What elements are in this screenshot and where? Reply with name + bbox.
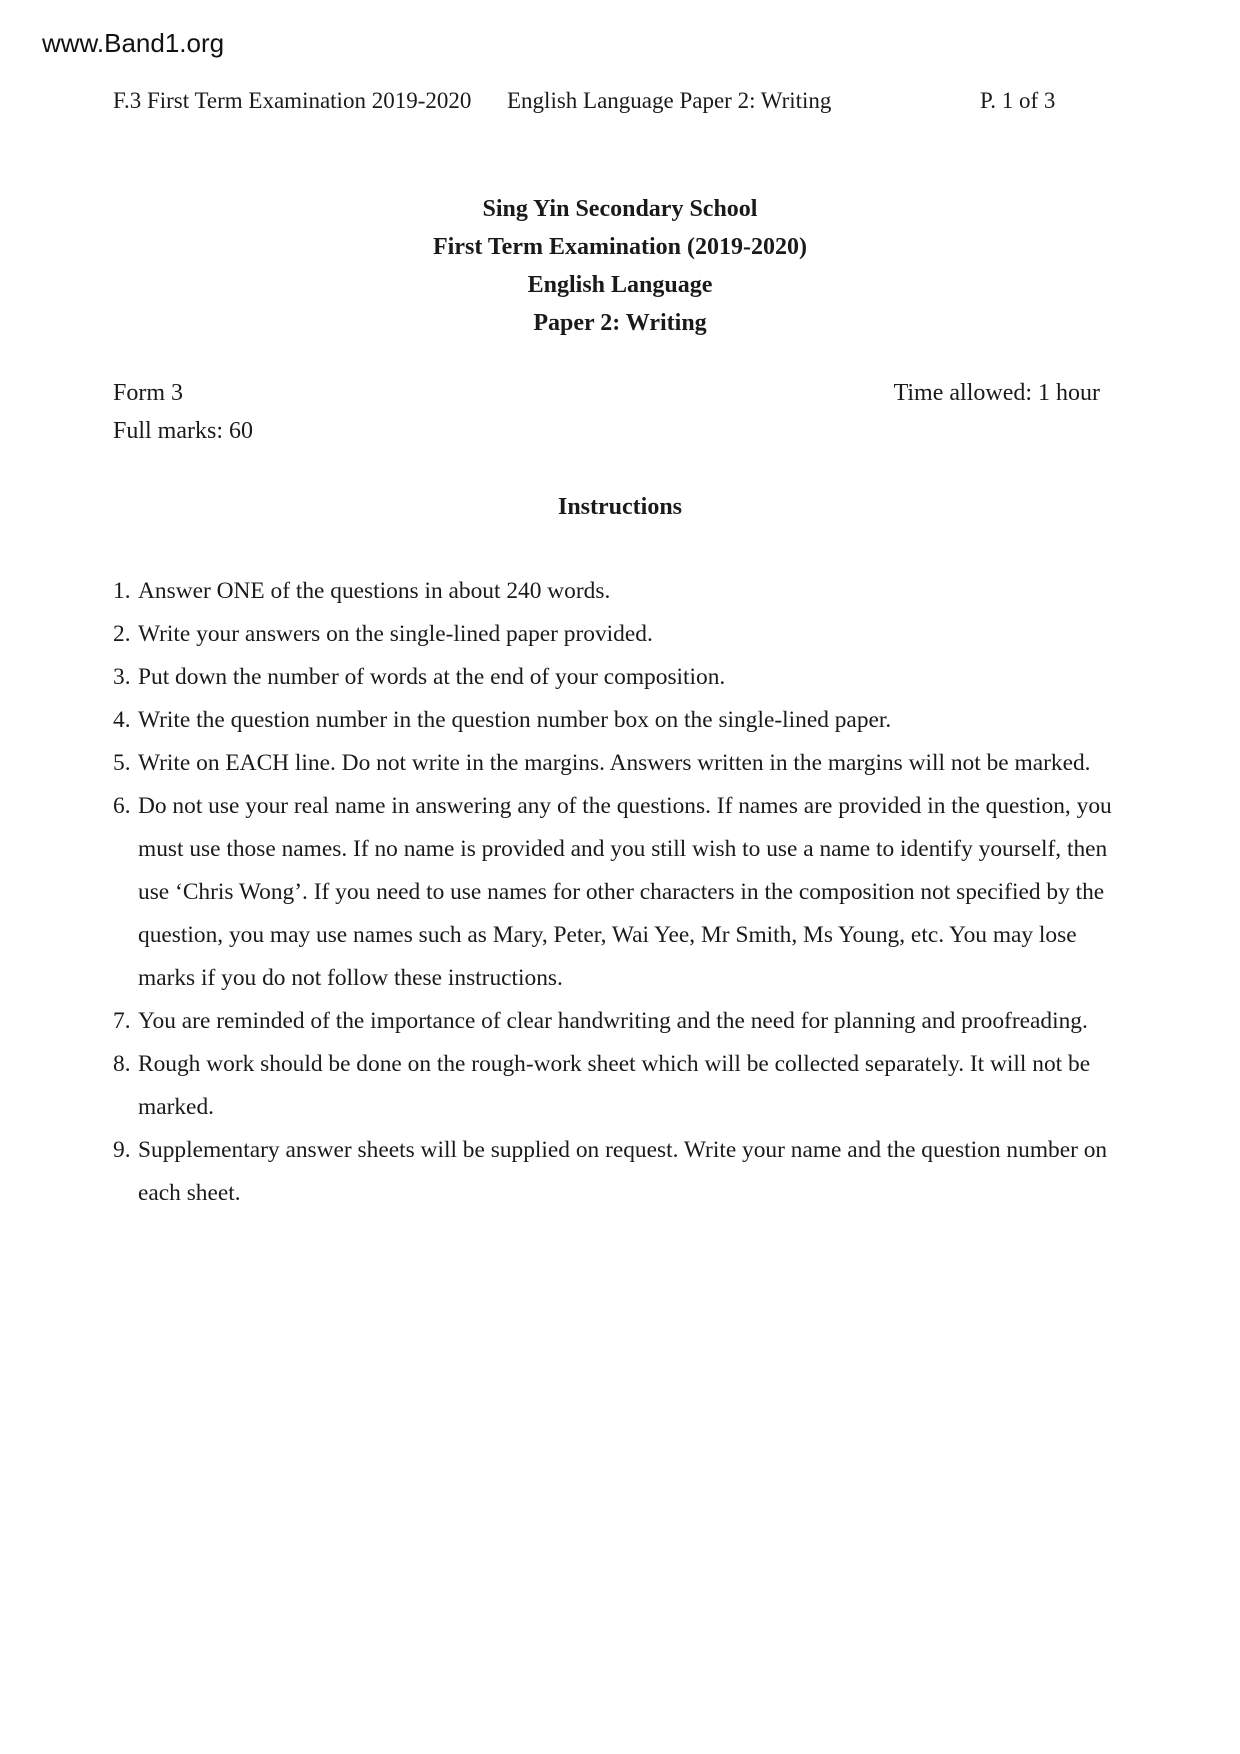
instruction-text: Supplementary answer sheets will be supplied on request. Write your name and the question number on each sheet. <box>138 1137 1108 1206</box>
time-allowed: Time allowed: 1 hour <box>893 380 1100 406</box>
instruction-item <box>113 570 1123 613</box>
instruction-number: 2. <box>113 621 131 647</box>
instruction-list <box>113 570 1123 1215</box>
instruction-text: Write on EACH line. Do not write in the margins. Answers written in the margins will not be marked. <box>138 750 1091 776</box>
instruction-number: 9. <box>113 1137 131 1163</box>
instruction-item <box>113 699 1123 742</box>
instruction-item <box>113 785 1123 1000</box>
subject-title: English Language <box>527 272 713 298</box>
instruction-number: 5. <box>113 750 131 776</box>
instruction-text: Answer ONE of the questions in about 240 words. <box>138 578 611 604</box>
instruction-number: 6. <box>113 793 131 819</box>
instruction-number: 8. <box>113 1051 131 1077</box>
instruction-text: Do not use your real name in answering any of the questions. If names are provided in the question, you must use those names. If no name is provided and you still wish to use a name to identify yourself, then use ‘Chris Wong’. If you need to use names for other characters in the composition not specified by the question, you may use names such as Mary, Peter, Wai Yee, Mr Smith, Ms Young, etc. You may lose marks if you do not follow these instructions. <box>138 793 1112 991</box>
instruction-item <box>113 613 1123 656</box>
instruction-number: 4. <box>113 707 131 733</box>
full-marks: Full marks: 60 <box>113 418 254 444</box>
instruction-item <box>113 1000 1123 1043</box>
school-name: Sing Yin Secondary School <box>482 196 758 222</box>
watermark-url: www.Band1.org <box>42 28 225 58</box>
instruction-text: Put down the number of words at the end of your composition. <box>138 664 726 690</box>
header-exam-info: F.3 First Term Examination 2019-2020 <box>113 88 472 113</box>
instruction-number: 3. <box>113 664 131 690</box>
form-level: Form 3 <box>113 380 184 406</box>
instruction-text: Rough work should be done on the rough-work sheet which will be collected separately. It will not be marked. <box>138 1051 1091 1120</box>
instruction-item <box>113 1043 1123 1129</box>
header-paper-info: English Language Paper 2: Writing <box>507 88 832 113</box>
instruction-item <box>113 742 1123 785</box>
instruction-text: You are reminded of the importance of clear handwriting and the need for planning and proofreading. <box>138 1008 1088 1034</box>
instruction-item <box>113 1129 1123 1215</box>
title-block <box>0 190 1240 342</box>
instruction-item <box>113 656 1123 699</box>
exam-title: First Term Examination (2019-2020) <box>433 234 807 260</box>
instruction-number: 7. <box>113 1008 131 1034</box>
instructions-heading: Instructions <box>557 494 683 520</box>
header-page-number: P. 1 of 3 <box>980 88 1056 113</box>
instruction-number: 1. <box>113 578 131 604</box>
paper-title: Paper 2: Writing <box>533 310 707 336</box>
instruction-text: Write the question number in the question number box on the single-lined paper. <box>138 707 892 733</box>
instruction-text: Write your answers on the single-lined paper provided. <box>138 621 653 647</box>
